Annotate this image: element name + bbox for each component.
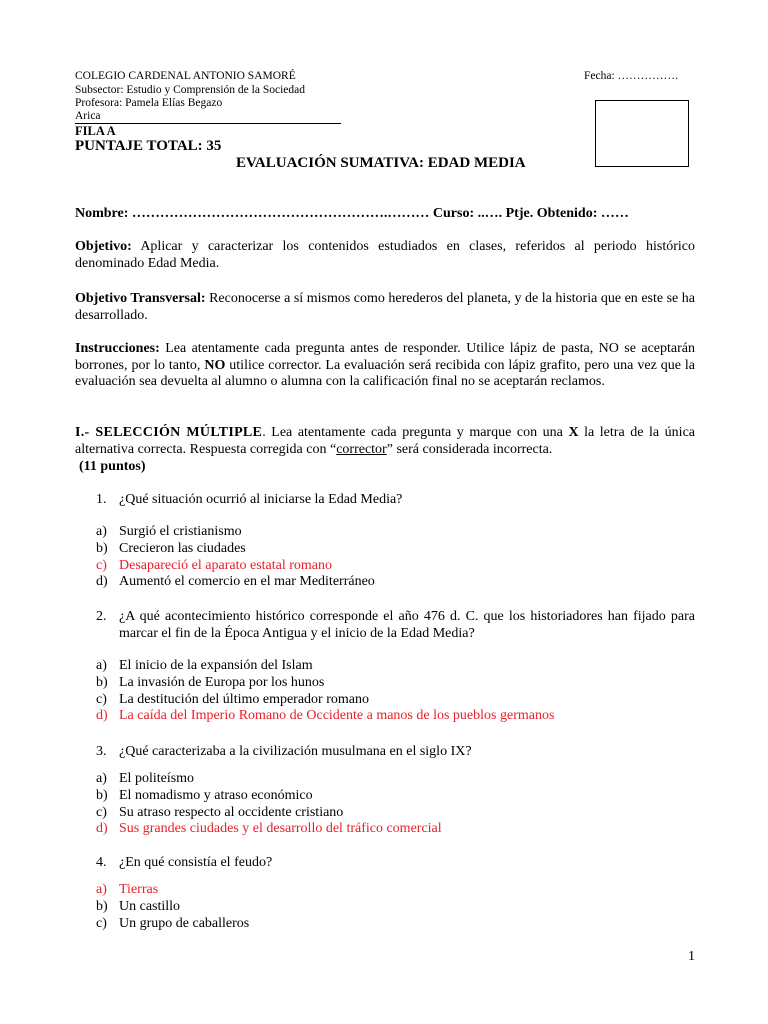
option-text: El nomadismo y atraso económico xyxy=(119,787,313,803)
option-letter: c) xyxy=(96,804,107,820)
page-number: 1 xyxy=(688,949,695,964)
option-letter: a) xyxy=(96,882,107,897)
section-1-paragraph xyxy=(75,425,695,458)
section-1-text-b: la letra de la única alternativa correcta. Respuesta corregida con “ xyxy=(75,425,695,457)
answer-option[interactable] xyxy=(96,658,313,675)
option-letter: d) xyxy=(96,708,108,724)
date-field: Fecha: ……………. xyxy=(584,70,678,82)
objective-paragraph xyxy=(75,239,695,272)
answer-option[interactable] xyxy=(96,708,554,725)
transversal-objective-paragraph xyxy=(75,291,695,324)
option-text: Sus grandes ciudades y el desarrollo del tráfico comercial xyxy=(119,821,442,837)
option-text: Desapareció el aparato estatal romano xyxy=(119,557,333,573)
answer-option[interactable] xyxy=(96,692,369,709)
answer-option[interactable] xyxy=(96,899,180,916)
option-text: La destitución del último emperador romano xyxy=(119,691,369,707)
section-1-x: X xyxy=(568,425,579,440)
objective-label: Objetivo: xyxy=(75,239,132,254)
answer-option[interactable] xyxy=(96,788,313,805)
objective-text: Aplicar y caracterizar los contenidos estudiados en clases, referidos al periodo histórico denominado Edad Media. xyxy=(75,239,695,271)
option-text: Aumentó el comercio en el mar Mediterráneo xyxy=(119,574,375,590)
option-text: Un grupo de caballeros xyxy=(119,915,250,931)
transversal-objective-label: Objetivo Transversal: xyxy=(75,291,206,306)
answer-option[interactable] xyxy=(96,882,158,899)
answer-option[interactable] xyxy=(96,771,194,788)
answer-option[interactable] xyxy=(96,541,246,558)
fila-label: FILA A xyxy=(75,124,116,138)
instructions-text-b: utilice corrector. La evaluación será recibida con lápiz grafito, pero una vez que la evaluación sea devuelta al alumno o alumna con la calificación final no se aceptarán reclamos. xyxy=(75,357,696,390)
answer-option[interactable] xyxy=(96,821,442,838)
option-letter: b) xyxy=(96,898,108,914)
answer-option[interactable] xyxy=(96,524,242,541)
section-1-points: (11 puntos) xyxy=(79,459,146,474)
option-letter: d) xyxy=(96,821,108,837)
page-title: EVALUACIÓN SUMATIVA: EDAD MEDIA xyxy=(236,155,526,171)
option-text: La invasión de Europa por los hunos xyxy=(119,674,325,690)
school-name: COLEGIO CARDENAL ANTONIO SAMORÉ xyxy=(75,70,296,82)
option-text: Un castillo xyxy=(119,898,181,914)
teacher-line: Profesora: Pamela Elías Begazo xyxy=(75,97,223,109)
option-text: Su atraso respecto al occidente cristiano xyxy=(119,804,344,820)
instructions-text-a: Lea atentamente cada pregunta antes de responder. Utilice lápiz de pasta, NO se aceptarán borrones, por lo tanto, xyxy=(75,341,695,373)
question-number: 4. xyxy=(96,855,107,870)
option-letter: b) xyxy=(96,540,108,556)
option-letter: c) xyxy=(96,557,107,573)
transversal-objective-text: Reconocerse a sí mismos como herederos del planeta, y de la historia que en este se ha desarrollado. xyxy=(75,291,696,323)
total-score: PUNTAJE TOTAL: 35 xyxy=(75,138,222,154)
option-letter: c) xyxy=(96,691,107,707)
grade-box xyxy=(595,100,689,167)
name-course-line: Nombre: ……………………………………………….……… Curso: ..…. Ptje. Obtenido: …… xyxy=(75,206,629,221)
instructions-label: Instrucciones: xyxy=(75,341,160,356)
section-1-text-c: ” será considerada incorrecta. xyxy=(386,441,553,457)
option-letter: a) xyxy=(96,524,107,539)
question-number: 1. xyxy=(96,492,107,507)
option-letter: b) xyxy=(96,787,108,803)
answer-option[interactable] xyxy=(96,574,375,591)
question-number: 2. xyxy=(96,609,107,624)
option-text: El politeísmo xyxy=(119,771,195,786)
option-letter: a) xyxy=(96,771,107,786)
option-text: La caída del Imperio Romano de Occidente a manos de los pueblos germanos xyxy=(119,708,555,724)
instructions-no: NO xyxy=(204,357,226,373)
option-letter: a) xyxy=(96,658,107,673)
question-text: ¿Qué situación ocurrió al iniciarse la Edad Media? xyxy=(119,492,403,507)
instructions-paragraph xyxy=(75,341,695,391)
option-letter: c) xyxy=(96,915,107,931)
question-text: ¿A qué acontecimiento histórico corresponde el año 476 d. C. que los historiadores han fijado para marcar el fin de la Época Antigua y el inicio de la Edad Media? xyxy=(119,609,695,641)
subsector-line: Subsector: Estudio y Comprensión de la Sociedad xyxy=(75,84,305,96)
answer-option[interactable] xyxy=(96,675,324,692)
answer-option[interactable] xyxy=(96,916,249,933)
option-letter: b) xyxy=(96,674,108,690)
option-text: Surgió el cristianismo xyxy=(119,524,242,539)
section-1-title: I.- SELECCIÓN MÚLTIPLE xyxy=(75,425,263,440)
section-1-text-a: . Lea atentamente cada pregunta y marque con una xyxy=(262,425,569,440)
question-text: ¿En qué consistía el feudo? xyxy=(119,855,273,870)
option-text: El inicio de la expansión del Islam xyxy=(119,658,313,673)
city-line: Arica xyxy=(75,110,101,122)
answer-option[interactable] xyxy=(96,558,332,575)
question-text: ¿Qué caracterizaba a la civilización musulmana en el siglo IX? xyxy=(119,744,472,759)
answer-option[interactable] xyxy=(96,805,343,822)
option-letter: d) xyxy=(96,574,108,590)
section-1-corrector: corrector xyxy=(336,441,387,457)
option-text: Tierras xyxy=(119,882,159,897)
option-text: Crecieron las ciudades xyxy=(119,540,246,556)
question-number: 3. xyxy=(96,744,107,759)
